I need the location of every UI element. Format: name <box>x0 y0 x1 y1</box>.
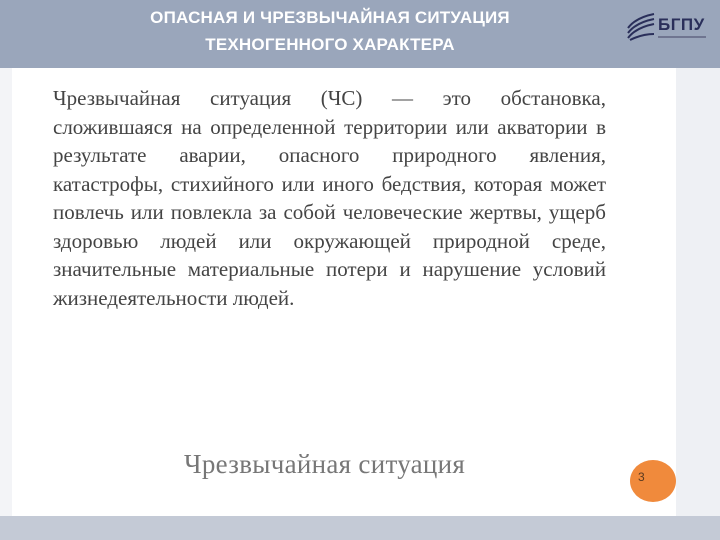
logo-emblem-icon <box>624 8 656 44</box>
university-logo <box>624 6 710 46</box>
header-title-line2: ТЕХНОГЕННОГО ХАРАКТЕРА <box>205 35 455 54</box>
logo-underline <box>658 36 706 38</box>
header-title <box>60 4 600 58</box>
header-title-line1: ОПАСНАЯ И ЧРЕЗВЫЧАЙНАЯ СИТУАЦИЯ <box>150 8 510 27</box>
slide-margin-right <box>676 68 720 516</box>
page-number-badge <box>630 460 676 502</box>
slide-caption: Чрезвычайная ситуация <box>184 449 466 479</box>
footer-band <box>0 516 720 540</box>
definition-text: Чрезвычайная ситуация (ЧС) — это обстановка, сложившаяся на определенной территории или акватории в результате аварии, опасного природного явления, катастрофы, стихийного или иного бедствия, которая может повлечь или повлекла за собой человеческие жертвы, ущерб здоровью людей или окружающей природной среде, значительные материальные потери и нарушение условий жизнедеятельности людей. <box>53 86 606 310</box>
logo-text: БГПУ <box>658 15 705 34</box>
slide-margin-left <box>0 68 12 516</box>
header-band <box>0 0 720 68</box>
page-number: 3 <box>638 470 645 484</box>
